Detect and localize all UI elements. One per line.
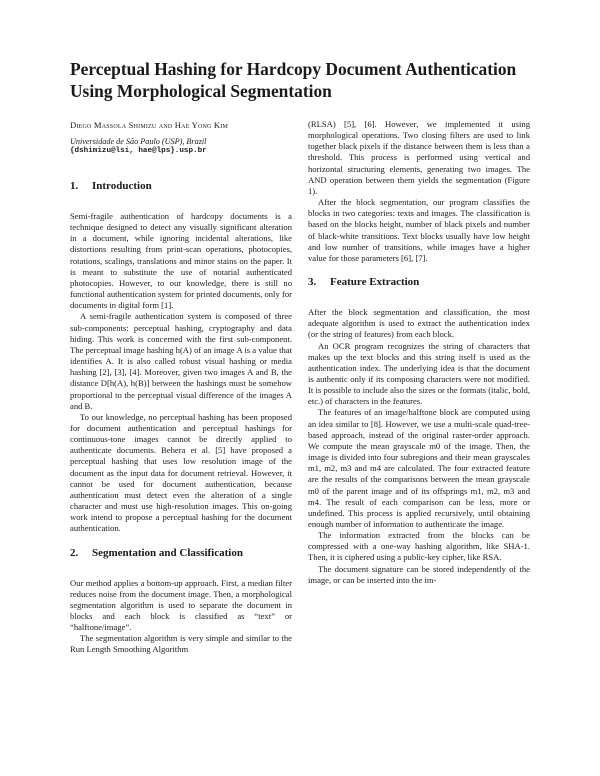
paragraph: An OCR program recognizes the string of characters that makes up the text blocks and this string itself is used as the authentication index. The underlying idea is that the document is authentic only if its composing characters were not modified. It is possible to include also the sizes or the formats (italic, bold, etc.) of characters in the features. bbox=[308, 340, 530, 407]
paragraph: Semi-fragile authentication of hardcopy documents is a technique designed to detect any visually significant alteration in a document, while ignoring incidental alterations, like distortions resulting from print-scan operations, photocopies, rotations, scalings, translations and minor stains on the paper. It is meant to substitute the use of notarial authenticated photocopies. However, to our knowledge, there is still no functional authentication system for printed documents, only for documents in digital form [1]. bbox=[70, 211, 292, 311]
left-column bbox=[70, 179, 292, 656]
author-list: Diego Massola Shimizu and Hae Yong Kim bbox=[70, 120, 229, 130]
author-email: {dshimizu@lsi, hae@lps}.usp.br bbox=[70, 147, 207, 155]
section-title: Introduction bbox=[92, 180, 152, 192]
paragraph: After the block segmentation and classification, the most adequate algorithm is used to extract the authentication index (or the string of features) from each block. bbox=[308, 307, 530, 340]
paper-title: Perceptual Hashing for Hardcopy Document Authentication Using Morphological Segmentation bbox=[70, 59, 517, 101]
paragraph: The segmentation algorithm is very simple and similar to the Run Length Smoothing Algorithm bbox=[70, 633, 292, 655]
paragraph: The information extracted from the blocks can be compressed with a one-way hashing algorithm, like SHA-1. Then, it is ciphered using a public-key cipher, like RSA. bbox=[308, 530, 530, 563]
paragraph: After the block segmentation, our program classifies the blocks in two categories: texts and images. The classification is based on the blocks height, number of black pixels and number of black-white transitions. Text blocks usually have low height and low number of transitions, while images have a higher value for those parameters [6], [7]. bbox=[308, 197, 530, 263]
paragraph: To our knowledge, no perceptual hashing has been proposed for document authentication and perceptual hashings for continuous-tone images cannot be directly applied to authenticate documents. Behera et al. [5] have proposed a perceptual hashing that uses low resolution image of the document as the input data for document retrieval. However, it cannot be used for document authentication, because authentication must detect even the alteration of a single character and must use high-resolution images. This on-going work intend to propose a perceptual hashing for the document authentication. bbox=[70, 411, 292, 534]
section-number: 2. bbox=[70, 546, 79, 559]
section-number: 1. bbox=[70, 180, 79, 192]
section-heading-segmentation bbox=[70, 546, 292, 560]
section-heading-introduction bbox=[70, 179, 292, 193]
section-number: 3. bbox=[308, 276, 317, 289]
paragraph: A semi-fragile authentication system is composed of three sub-components: perceptual hashing, cryptography and data hiding. This work is concerned with the first sub-component. The perceptual image hashing h(A) of an image A is a value that identifies A. It is also called robust visual hashing or media hashing [2], [3], [4]. Moreover, given two images A and B, the distance D[h(A), h(B)] between the hashings must be somehow proportional to the perceptual visual difference of the images A and B. bbox=[70, 311, 292, 411]
section-title: Feature Extraction bbox=[330, 276, 420, 289]
paragraph: The document signature can be stored independently of the image, or can be inserted into the im- bbox=[308, 563, 530, 585]
affiliation: Universidade de São Paulo (USP), Brazil bbox=[70, 137, 207, 146]
section-title: Segmentation and Classification bbox=[92, 546, 243, 559]
right-column bbox=[308, 119, 530, 586]
paragraph: The features of an image/halftone block are computed using an idea similar to [8]. However, we use a multi-scale quad-tree-based approach, instead of the original raster-order approach. We compute the mean grayscale m0 of the image. Then, the image is divided into four subregions and their mean grayscales m1, m2, m3 and m4 are calculated. The four extracted feature are the results of the comparisons between the mean grayscale m0 of the parent image and of its offsprings m1, m2, m3 and m4. The result of each comparison can be less, more or undefined. This process is applied recursively, until obtaining enough number of information to authenticate the image. bbox=[308, 407, 530, 529]
paragraph: Our method applies a bottom-up approach. First, a median filter reduces noise from the document image. Then, a morphological segmentation algorithm is used to separate the document in blocks and each block is classified as “text” or “halftone/image”. bbox=[70, 577, 292, 633]
paragraph: (RLSA) [5], [6]. However, we implemented it using morphological operations. Two closing filters are used to link together black pixels if the distance between them is less than a threshold. This process is performed using vertical and horizontal structuring elements, generating two images. The AND operation between them yields the segmentation (Figure 1). bbox=[308, 119, 530, 196]
section-heading-feature-extraction bbox=[308, 275, 530, 289]
